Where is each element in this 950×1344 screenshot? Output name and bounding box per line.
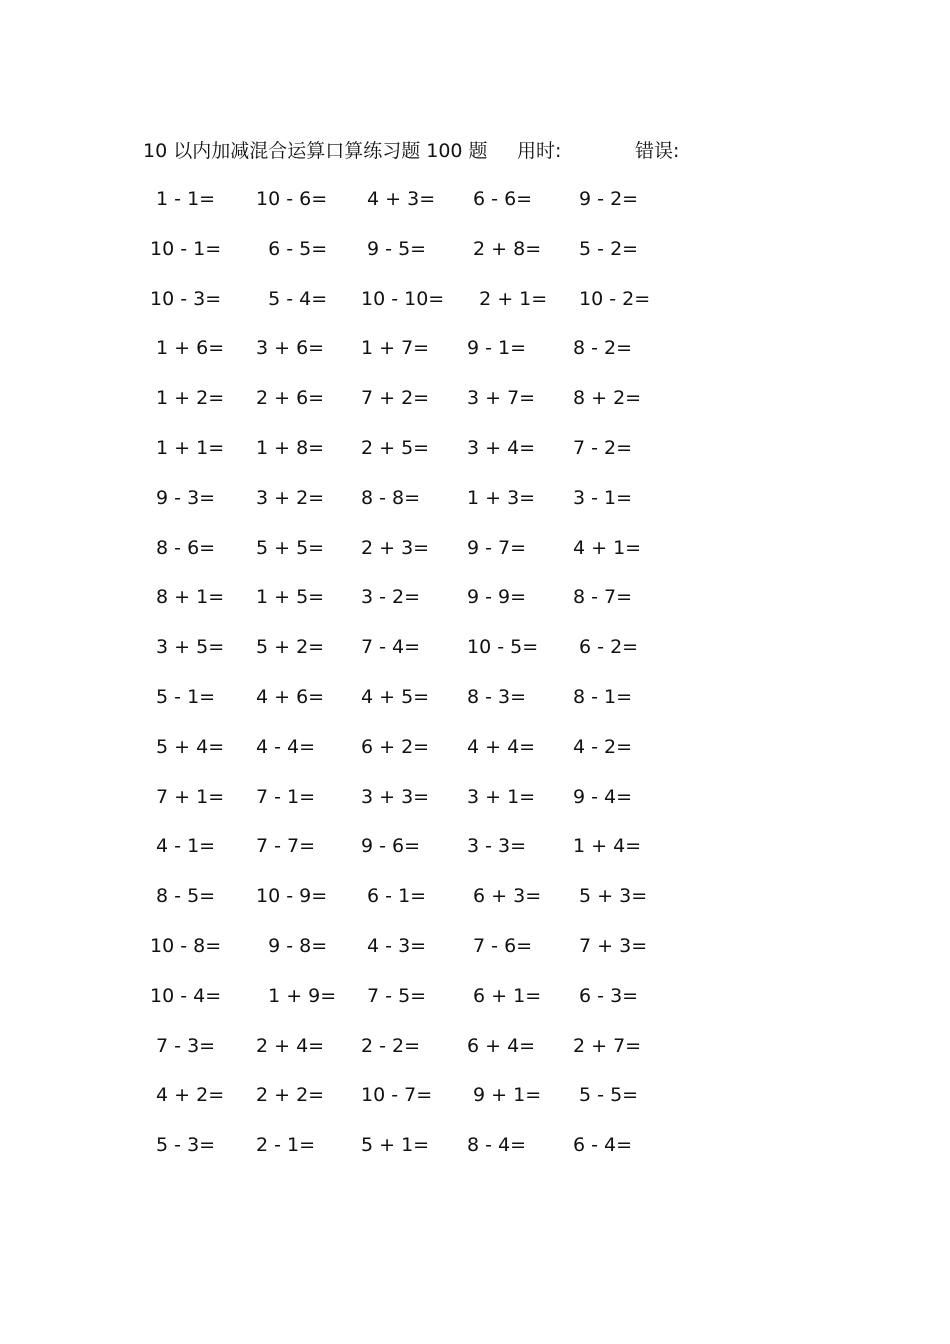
arithmetic-problem: 2 + 3= [361, 536, 430, 559]
arithmetic-problem: 9 - 9= [467, 586, 527, 609]
arithmetic-problem: 6 - 6= [467, 188, 533, 210]
arithmetic-problem: 5 - 2= [573, 237, 639, 260]
arithmetic-problem: 9 - 4= [573, 785, 633, 808]
arithmetic-problem: 7 - 1= [256, 785, 316, 808]
problem-row [0, 235, 950, 285]
problem-grid [0, 185, 950, 1181]
problem-row [0, 484, 950, 534]
arithmetic-problem: 10 - 4= [150, 984, 222, 1007]
arithmetic-problem: 10 - 3= [150, 287, 222, 310]
arithmetic-problem: 5 - 1= [150, 685, 216, 708]
arithmetic-problem: 3 - 1= [573, 486, 633, 509]
arithmetic-problem: 1 + 9= [256, 984, 337, 1007]
problem-row [0, 434, 950, 484]
arithmetic-problem: 2 + 1= [467, 287, 548, 310]
arithmetic-problem: 10 - 10= [361, 287, 445, 310]
arithmetic-problem: 8 - 2= [573, 337, 633, 360]
arithmetic-problem: 6 + 3= [467, 885, 542, 908]
problem-row [0, 733, 950, 783]
arithmetic-problem: 9 - 7= [467, 536, 527, 559]
arithmetic-problem: 4 - 2= [573, 735, 633, 758]
arithmetic-problem: 3 + 7= [467, 387, 536, 410]
arithmetic-problem: 2 + 7= [573, 1034, 642, 1057]
problem-row [0, 832, 950, 882]
problem-row [0, 982, 950, 1032]
problem-row [0, 882, 950, 932]
problem-row [0, 932, 950, 982]
arithmetic-problem: 5 + 5= [256, 536, 325, 559]
problem-row [0, 534, 950, 584]
arithmetic-problem: 1 + 8= [256, 436, 325, 459]
arithmetic-problem: 9 - 3= [150, 486, 216, 509]
arithmetic-problem: 7 - 4= [361, 636, 421, 659]
arithmetic-problem: 4 + 1= [573, 536, 642, 559]
arithmetic-problem: 1 + 1= [150, 436, 225, 459]
problem-row [0, 1131, 950, 1181]
arithmetic-problem: 7 - 2= [573, 436, 633, 459]
arithmetic-problem: 5 + 2= [256, 636, 325, 659]
arithmetic-problem: 5 - 3= [150, 1134, 216, 1157]
arithmetic-problem: 4 + 4= [467, 735, 536, 758]
problem-row [0, 583, 950, 633]
arithmetic-problem: 9 - 2= [573, 188, 639, 210]
arithmetic-problem: 1 - 1= [150, 188, 216, 210]
arithmetic-problem: 4 - 1= [150, 835, 216, 858]
arithmetic-problem: 4 - 3= [361, 934, 427, 957]
arithmetic-problem: 8 - 3= [467, 685, 527, 708]
arithmetic-problem: 6 - 5= [256, 237, 328, 260]
arithmetic-problem: 3 + 2= [256, 486, 325, 509]
arithmetic-problem: 4 + 6= [256, 685, 325, 708]
problem-row [0, 783, 950, 833]
arithmetic-problem: 5 - 4= [256, 287, 328, 310]
arithmetic-problem: 3 + 6= [256, 337, 325, 360]
arithmetic-problem: 5 - 5= [573, 1084, 639, 1107]
arithmetic-problem: 8 + 2= [573, 387, 642, 410]
arithmetic-problem: 10 - 7= [361, 1084, 433, 1107]
arithmetic-problem: 6 - 3= [573, 984, 639, 1007]
arithmetic-problem: 6 + 4= [467, 1034, 536, 1057]
arithmetic-problem: 6 + 1= [467, 984, 542, 1007]
arithmetic-problem: 6 - 4= [573, 1134, 633, 1157]
arithmetic-problem: 9 - 5= [361, 237, 427, 260]
arithmetic-problem: 7 + 1= [150, 785, 225, 808]
arithmetic-problem: 2 - 1= [256, 1134, 316, 1157]
arithmetic-problem: 4 + 3= [361, 188, 436, 210]
arithmetic-problem: 10 - 6= [256, 188, 328, 210]
arithmetic-problem: 1 + 6= [150, 337, 225, 360]
arithmetic-problem: 10 - 9= [256, 885, 328, 908]
arithmetic-problem: 2 + 2= [256, 1084, 325, 1107]
arithmetic-problem: 9 - 8= [256, 934, 328, 957]
arithmetic-problem: 6 - 1= [361, 885, 427, 908]
arithmetic-problem: 2 - 2= [361, 1034, 421, 1057]
arithmetic-problem: 4 - 4= [256, 735, 316, 758]
arithmetic-problem: 2 + 6= [256, 387, 325, 410]
arithmetic-problem: 7 - 6= [467, 934, 533, 957]
arithmetic-problem: 3 - 2= [361, 586, 421, 609]
arithmetic-problem: 8 + 1= [150, 586, 225, 609]
arithmetic-problem: 5 + 1= [361, 1134, 430, 1157]
problem-row [0, 683, 950, 733]
arithmetic-problem: 1 + 4= [573, 835, 642, 858]
arithmetic-problem: 8 - 5= [150, 885, 216, 908]
arithmetic-problem: 10 - 1= [150, 237, 222, 260]
arithmetic-problem: 8 - 8= [361, 486, 421, 509]
arithmetic-problem: 5 + 3= [573, 885, 648, 908]
arithmetic-problem: 9 - 6= [361, 835, 421, 858]
arithmetic-problem: 4 + 2= [150, 1084, 225, 1107]
problem-row [0, 185, 950, 235]
worksheet-title: 10 以内加减混合运算口算练习题 100 题 [143, 140, 488, 162]
problem-row [0, 384, 950, 434]
arithmetic-problem: 1 + 3= [467, 486, 536, 509]
arithmetic-problem: 2 + 8= [467, 237, 542, 260]
arithmetic-problem: 7 - 5= [361, 984, 427, 1007]
arithmetic-problem: 1 + 2= [150, 387, 225, 410]
arithmetic-problem: 1 + 5= [256, 586, 325, 609]
arithmetic-problem: 3 + 1= [467, 785, 536, 808]
problem-row [0, 285, 950, 335]
problem-row [0, 633, 950, 683]
arithmetic-problem: 4 + 5= [361, 685, 430, 708]
arithmetic-problem: 10 - 2= [573, 287, 651, 310]
problem-row [0, 334, 950, 384]
arithmetic-problem: 5 + 4= [150, 735, 225, 758]
arithmetic-problem: 3 - 3= [467, 835, 527, 858]
arithmetic-problem: 2 + 4= [256, 1034, 325, 1057]
arithmetic-problem: 1 + 7= [361, 337, 430, 360]
arithmetic-problem: 6 + 2= [361, 735, 430, 758]
arithmetic-problem: 9 - 1= [467, 337, 527, 360]
arithmetic-problem: 7 - 3= [150, 1034, 216, 1057]
arithmetic-problem: 9 + 1= [467, 1084, 542, 1107]
arithmetic-problem: 10 - 8= [150, 934, 222, 957]
arithmetic-problem: 8 - 1= [573, 685, 633, 708]
arithmetic-problem: 7 - 7= [256, 835, 316, 858]
arithmetic-problem: 8 - 7= [573, 586, 633, 609]
arithmetic-problem: 6 - 2= [573, 636, 639, 659]
arithmetic-problem: 3 + 3= [361, 785, 430, 808]
arithmetic-problem: 2 + 5= [361, 436, 430, 459]
problem-row [0, 1081, 950, 1131]
arithmetic-problem: 8 - 4= [467, 1134, 527, 1157]
time-used-label: 用时: [517, 140, 562, 162]
worksheet-header [143, 137, 743, 165]
problem-row [0, 1032, 950, 1082]
error-count-label: 错误: [635, 140, 680, 162]
arithmetic-problem: 3 + 4= [467, 436, 536, 459]
arithmetic-problem: 7 + 2= [361, 387, 430, 410]
arithmetic-problem: 8 - 6= [150, 536, 216, 559]
arithmetic-problem: 10 - 5= [467, 636, 539, 659]
arithmetic-problem: 7 + 3= [573, 934, 648, 957]
arithmetic-problem: 3 + 5= [150, 636, 225, 659]
